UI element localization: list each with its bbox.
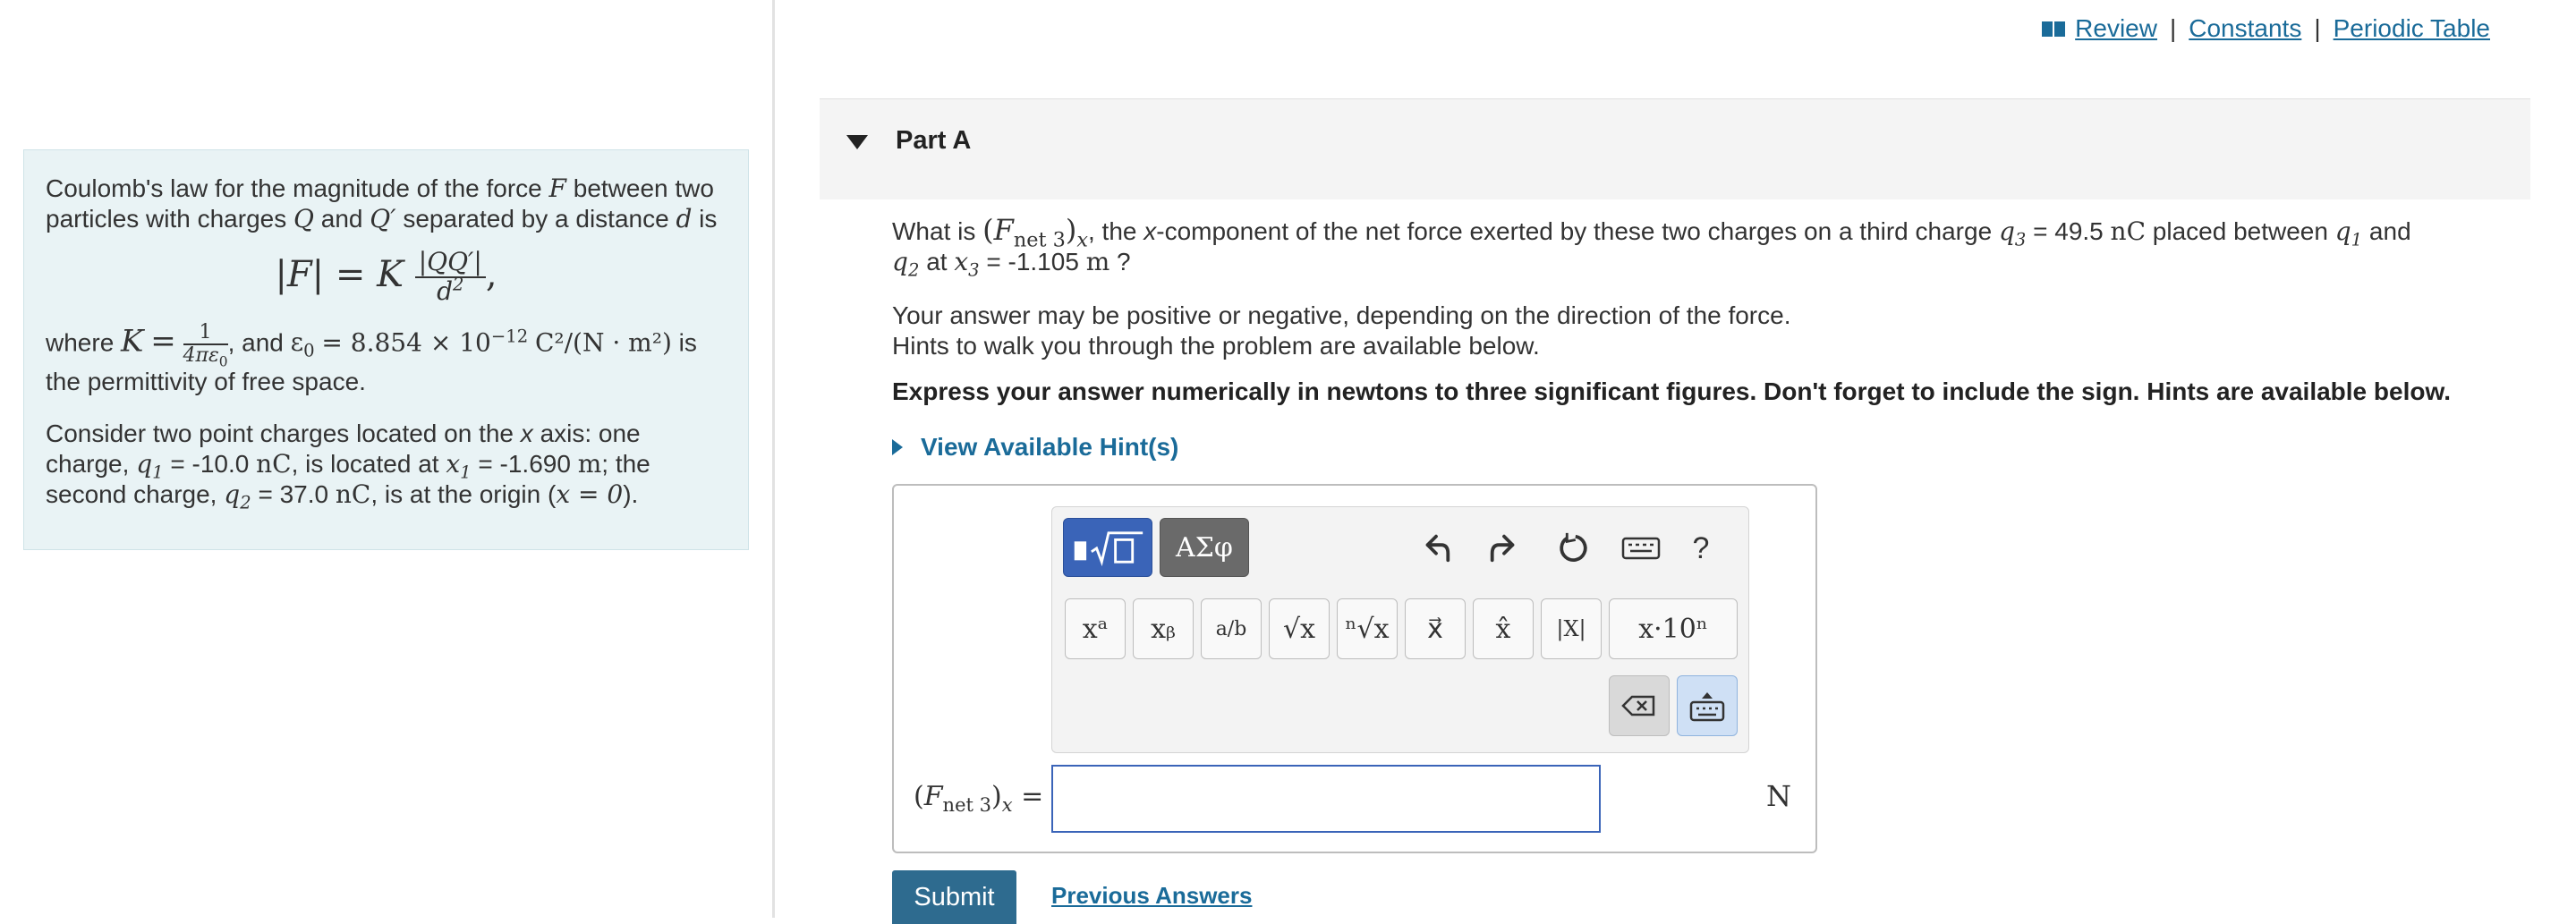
keyboard-shortcuts-icon[interactable]: [1614, 523, 1668, 573]
book-icon: [2041, 19, 2066, 38]
answer-instruction: Express your answer numerically in newtons to three significant figures. Don't forget to include the sign. Hints are available below.: [892, 377, 2451, 405]
intro-axis: x: [520, 419, 533, 447]
superscript-button[interactable]: xᵃ: [1065, 598, 1126, 659]
panel-divider: [772, 0, 775, 918]
link-separator: |: [2314, 14, 2321, 42]
q1-unit: nC: [256, 448, 292, 479]
q1-value: = -10.0: [170, 449, 250, 478]
q2-value: = 37.0: [258, 479, 329, 508]
previous-answers-link[interactable]: Previous Answers: [1051, 882, 1253, 909]
intro-panel: [23, 149, 749, 550]
question-fragment: -component of the net force exerted by these two charges on a third charge: [1156, 217, 1993, 245]
scientific-notation-button[interactable]: x·10ⁿ: [1609, 598, 1738, 659]
unit-vector-button[interactable]: x̂: [1473, 598, 1534, 659]
origin-text: x = 0: [556, 479, 624, 509]
template-radical-icon: [1069, 526, 1146, 569]
intro-text: between two particles with charges: [46, 174, 714, 233]
question-fragment: , the: [1088, 217, 1137, 245]
x1-unit: m: [577, 448, 602, 479]
x3-value: = -1.105: [986, 248, 1079, 276]
undo-icon[interactable]: [1414, 523, 1458, 573]
coulomb-formula: |F| = K $\frac{|QQ'|}{d^2}$ ,: [275, 247, 497, 306]
backspace-icon: [1621, 693, 1657, 718]
absolute-value-button[interactable]: |X|: [1541, 598, 1602, 659]
x3-unit: m: [1085, 247, 1110, 276]
intro-text: is: [699, 205, 718, 233]
q2-unit: nC: [335, 479, 371, 509]
help-button[interactable]: ?: [1692, 530, 1710, 565]
redo-icon[interactable]: [1482, 523, 1526, 573]
symbol-d: d: [676, 204, 693, 233]
question-axis: x: [1143, 217, 1157, 245]
intro-text: Consider two point charges located on the: [46, 419, 514, 447]
reset-icon[interactable]: [1550, 523, 1594, 573]
intro-text: and: [320, 205, 363, 233]
view-hints-link[interactable]: [892, 433, 1178, 462]
unit-label: N: [1766, 779, 1791, 813]
keyboard-icon: [1689, 690, 1725, 722]
intro-text: ).: [623, 479, 639, 508]
constants-link[interactable]: Constants: [2189, 14, 2302, 42]
question-text: What is $(F_{net 3})_x$, the x-component of the net force exerted by these two charges on a third charge $q_3 = 49.5$ nC placed between $q_1$ and $q_2$ at $x_3 = -1.105$ m ?: [892, 213, 2411, 281]
expand-triangle-icon: [892, 439, 903, 455]
header-links: [2041, 14, 2490, 43]
part-title: Part A: [896, 126, 972, 155]
subscript-button[interactable]: xᵦ: [1133, 598, 1194, 659]
symbol-Q: Q: [293, 204, 314, 233]
answer-box: [892, 484, 1817, 853]
keyboard-toggle-button[interactable]: [1677, 675, 1738, 736]
q3-unit: nC: [2110, 216, 2147, 246]
link-separator: |: [2169, 14, 2177, 42]
intro-text: , and: [227, 328, 284, 357]
intro-text: ; the second charge,: [46, 449, 650, 508]
intro-text: where: [46, 328, 115, 357]
question-fragment: ?: [1117, 248, 1131, 276]
guidance-line: Your answer may be positive or negative, depending on the direction of the force.: [892, 301, 1791, 329]
vector-button[interactable]: x⃗: [1405, 598, 1466, 659]
q3-value: = 49.5: [2033, 217, 2104, 245]
intro-text: separated by a distance: [403, 205, 669, 233]
guidance-line: Hints to walk you through the problem are available below.: [892, 332, 1540, 360]
question-fragment: What is: [892, 217, 976, 245]
epsilon-exponent: −12: [490, 325, 529, 346]
answer-variable-label: $(F_{net 3})_x$ =: [914, 781, 1044, 816]
review-link[interactable]: Review: [2075, 14, 2157, 42]
equals-sign: =: [1021, 781, 1044, 812]
epsilon-units: C²/(N · m²): [534, 327, 672, 358]
symbol-Q-prime: Q′: [370, 204, 396, 233]
greek-symbols-button[interactable]: ΑΣφ: [1160, 518, 1249, 577]
x1-value: = -1.690: [478, 449, 571, 478]
intro-text: , is at the origin (: [370, 479, 557, 508]
part-a-header[interactable]: [820, 98, 2530, 199]
intro-text: is the permittivity of free space.: [46, 328, 697, 395]
intro-paragraph-constant: where K = $\frac{1}{4\pi\varepsilon_0}$ , and $\varepsilon_0 = 8.854 \times 10^{-12}$ C²/(N · m²) is the permittivity of free space.: [46, 320, 697, 395]
symbol-F: F: [548, 174, 566, 203]
square-root-button[interactable]: √x: [1269, 598, 1330, 659]
periodic-table-link[interactable]: Periodic Table: [2333, 14, 2490, 42]
nth-root-button[interactable]: ⁿ√x: [1337, 598, 1398, 659]
question-fragment: and: [2368, 217, 2411, 245]
k-fraction: $\frac{1}{4\pi\varepsilon_0}$: [183, 320, 228, 370]
fraction-button[interactable]: a/b: [1201, 598, 1262, 659]
intro-text: , is located at: [291, 449, 439, 478]
intro-text: Coulomb's law for the magnitude of the force: [46, 174, 542, 202]
question-fragment: placed between: [2152, 217, 2328, 245]
question-fragment: at: [926, 248, 948, 276]
answer-guidance: [892, 301, 1791, 361]
intro-text: axis: one charge,: [46, 419, 641, 478]
intro-paragraph-charges: Consider two point charges located on the x axis: one charge, $q_1 = -10.0$ nC, is located at $x_1 = -1.690$ m; the second charge, $q_2 = 37.0$ nC, is at the origin (x = 0).: [46, 419, 650, 513]
backspace-button[interactable]: [1609, 675, 1670, 736]
view-hints-label: View Available Hint(s): [921, 433, 1179, 461]
math-toolbar: [1051, 506, 1749, 753]
submit-button[interactable]: Submit: [892, 870, 1016, 924]
collapse-caret-icon[interactable]: [846, 133, 868, 151]
answer-input[interactable]: [1051, 765, 1601, 833]
epsilon-value: = 8.854 × 10: [321, 327, 491, 358]
intro-paragraph-coulomb: [46, 174, 727, 234]
templates-button[interactable]: [1063, 518, 1152, 577]
